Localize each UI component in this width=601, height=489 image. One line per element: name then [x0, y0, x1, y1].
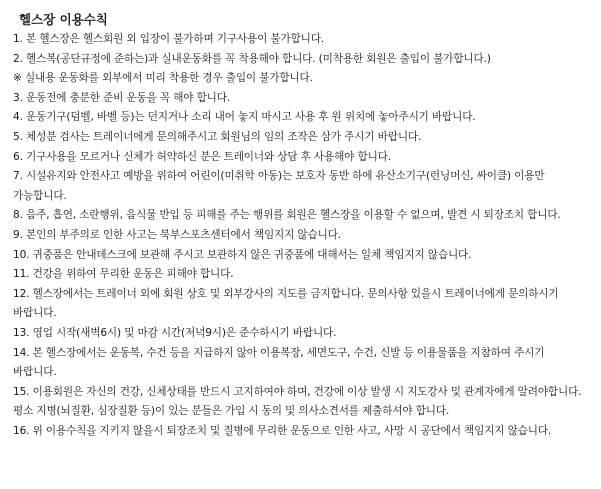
rule-item: 7. 시설유지와 안전사고 예방을 위하여 어린이(미취학 아동)는 보호자 동반 하에 유산소기구(런닝머신, 싸이클) 이용만 가능합니다.: [13, 170, 545, 202]
rule-item: 6. 기구사용을 모르거나 신체가 허약하신 분은 트레이너와 상담 후 사용해야 합니다.: [13, 150, 391, 163]
rule-item: 16. 위 이용수칙을 지키지 않을시 퇴장조치 및 질병에 무리한 운동으로 인한 사고, 사망 시 공단에서 책임지지 않습니다.: [13, 424, 552, 437]
rule-item: 11. 건강을 위하여 무리한 운동은 피해야 합니다.: [13, 268, 234, 281]
rule-item: 1. 본 헬스장은 헬스회원 외 입장이 불가하며 기구사용이 불가합니다.: [13, 33, 325, 45]
rule-note: ※ 실내용 운동화를 외부에서 미리 착용한 경우 출입이 불가합니다.: [13, 72, 313, 85]
rule-item: 9. 본인의 부주의로 인한 사고는 북부스포츠센터에서 책임지지 않습니다.: [13, 228, 341, 241]
rules-list: [13, 30, 587, 441]
rule-item: 13. 영업 시작(새벽6시) 및 마감 시간(저녁9시)은 준수하시기 바랍니다.: [13, 326, 337, 339]
page-title: 헬스장 이용수칙: [19, 12, 108, 27]
rule-note: 평소 지병(뇌질환, 심장질환 등)이 있는 분들은 가입 시 동의 및 의사소견서를 제출하셔야 합니다.: [13, 405, 450, 418]
rule-item: 15. 이용회원은 자신의 건강, 신체상태를 반드시 고지하여야 하며, 건강에 이상 발생 시 지도강사 및 관계자에게 알려야합니다.: [13, 385, 582, 398]
rule-item: 5. 체성분 검사는 트레이너에게 문의해주시고 회원님의 임의 조작은 삼가 주시기 바랍니다.: [13, 130, 422, 143]
rule-item: 4. 운동기구(덤벨, 바벨 등)는 던지거나 소리 내어 놓지 마시고 사용 후 원 위치에 놓아주시기 바랍니다.: [13, 111, 476, 124]
rule-item: 2. 헬스복(공단규정에 준하는)과 실내운동화를 꼭 착용해야 합니다. (미착용한 회원은 출입이 불가합니다.): [13, 52, 491, 65]
rule-item: 3. 운동전에 충분한 준비 운동을 꼭 해야 합니다.: [13, 91, 231, 104]
rule-item: 14. 본 헬스장에서는 운동복, 수건 등을 지급하지 않아 이용복장, 세면도구, 수건, 신발 등 이용물품을 지참하여 주시기 바랍니다.: [13, 346, 545, 379]
rule-item: 10. 귀중품은 안내데스크에 보관해 주시고 보관하지 않은 귀중품에 대해서는 일체 책임지지 않습니다.: [13, 248, 472, 261]
rule-item: 12. 헬스장에서는 트레이너 외에 회원 상호 및 외부강사의 지도를 금지합니다. 문의사항 있을시 트레이너에게 문의하시기 바랍니다.: [13, 287, 559, 320]
rule-item: 8. 음주, 흡연, 소란행위, 음식물 반입 등 피해를 주는 행위를 회원은 헬스장을 이용할 수 없으며, 발견 시 퇴장조치 합니다.: [13, 209, 561, 222]
